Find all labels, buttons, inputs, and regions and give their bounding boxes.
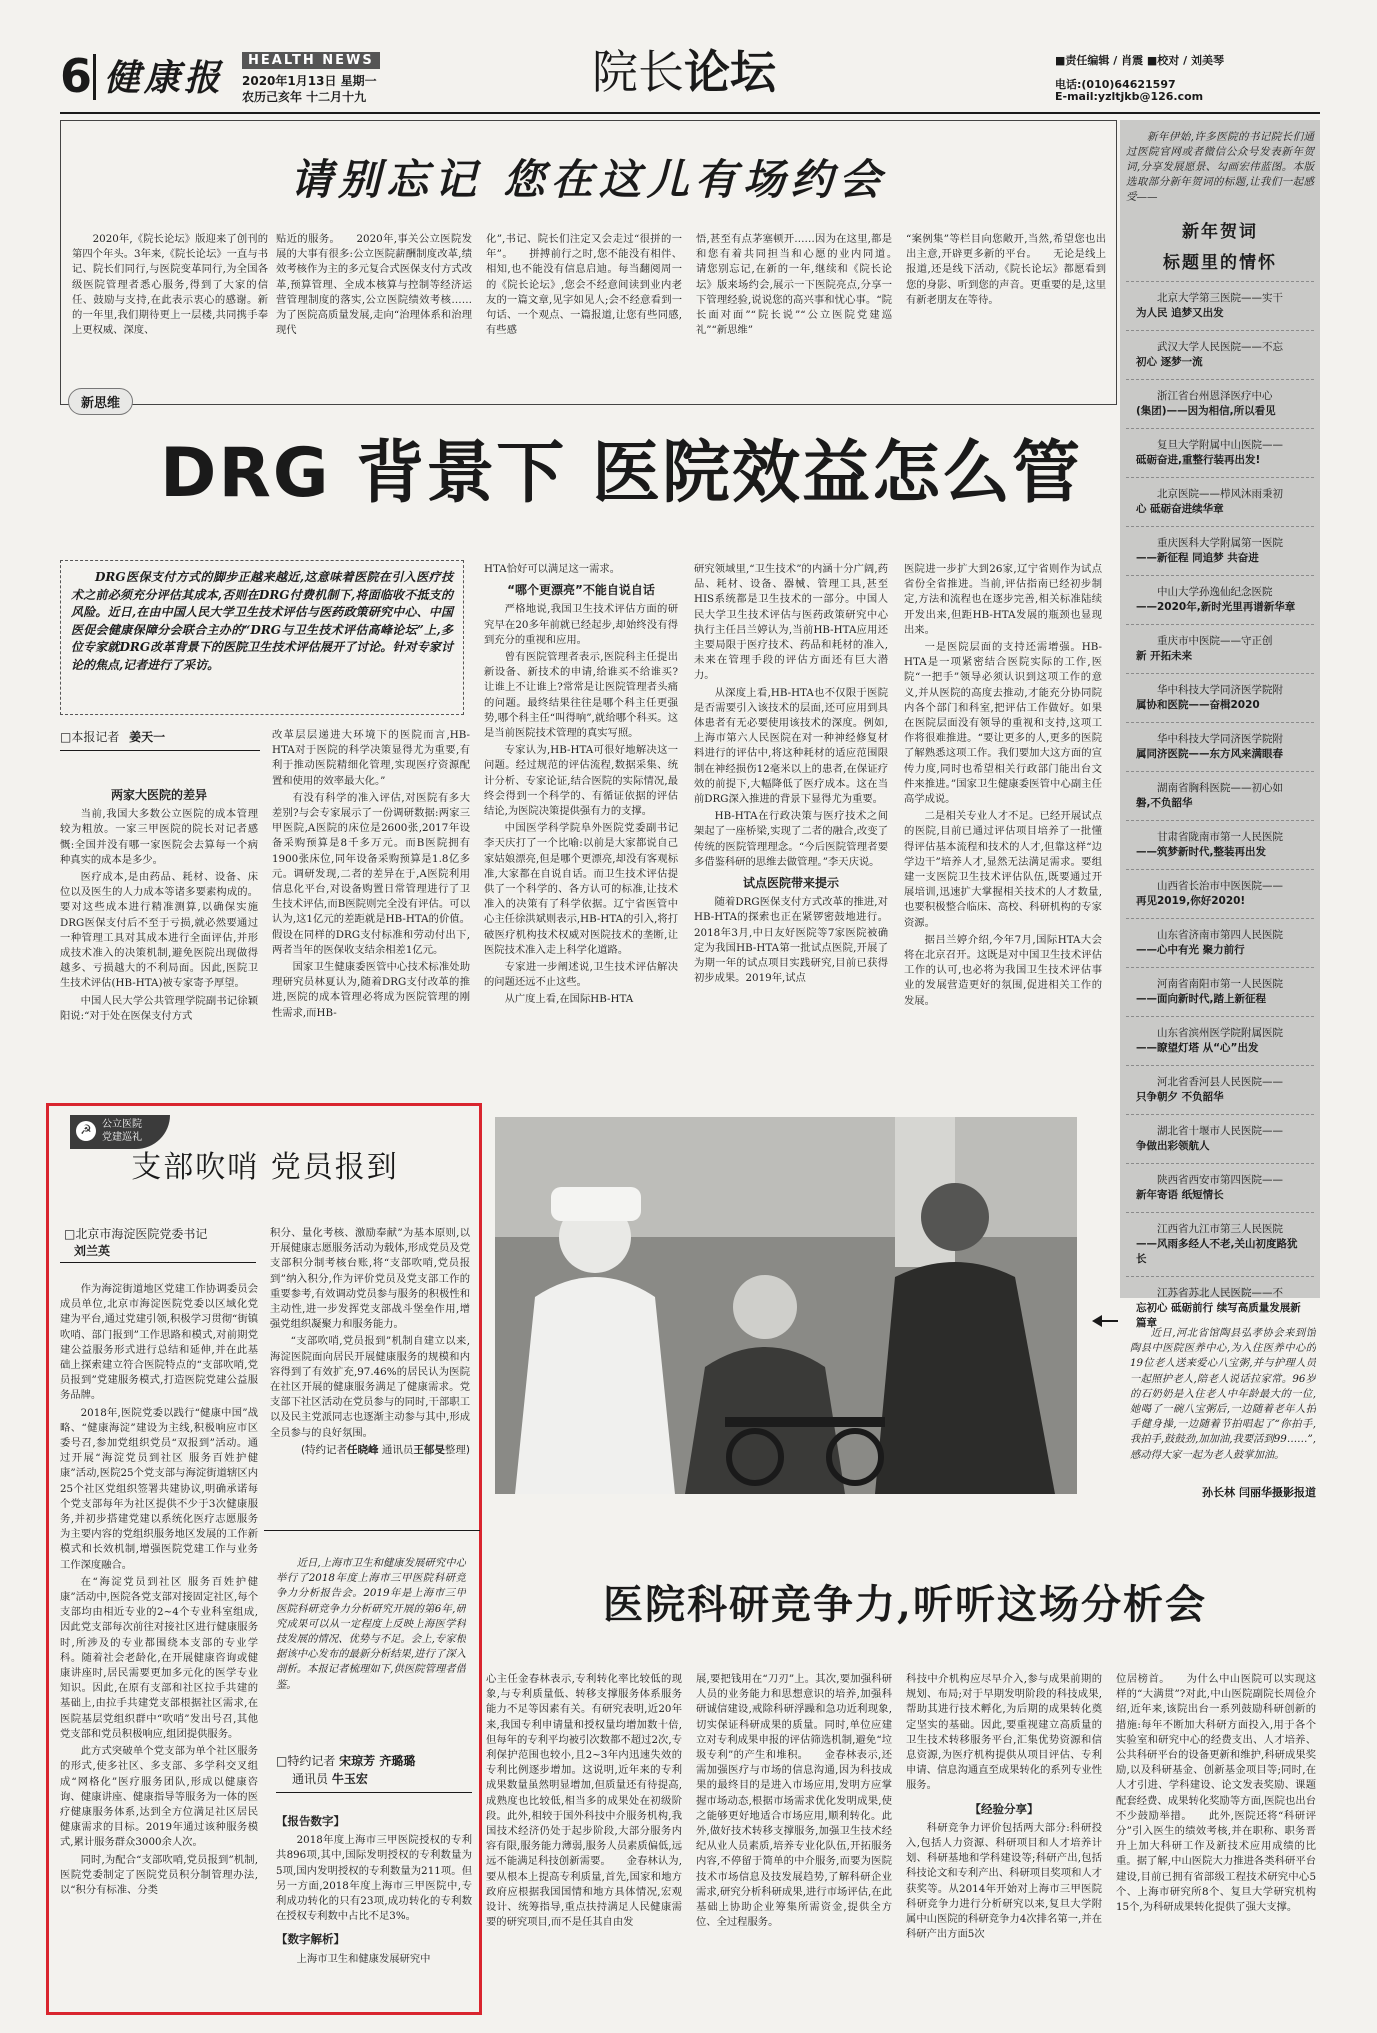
drg-col5-p1: 改革层层递进大环境下的医院而言,HB-HTA对于医院的科学决策显得尤为重要,有利于推动医院精细化管理,实现医疗资源配置和使用的效率最大化。” <box>272 729 470 787</box>
drg-reporter <box>60 728 165 745</box>
party-emblem-icon: ☭ <box>76 1121 96 1141</box>
email-line: E-mail:yzltjkb@126.com <box>1055 90 1204 103</box>
research-credit-line1 <box>276 1752 472 1770</box>
drg-col4-p4: 据吕兰婷介绍,今年7月,国际HTA大会将在北京召开。这既是对中国卫生技术评估工作的认可,也必将为我国卫生技术评估事业的发展营造更好的氛围,促进相关工作的发展。 <box>904 933 1102 1007</box>
sidebar-item-a: 重庆市中医院——守正创 <box>1157 635 1273 647</box>
drg-col-4 <box>904 562 1102 1074</box>
research-col3-text: 科技中介机构应尽早介入,参与成果前期的规划、布局;对于早期发明阶段的科技成果,帮助其进行技术孵化,为后期的成果转化奠定坚实的基础。因此,要重视建立高质量的卫生技术转移服务平台,汇集优势资源和信息资源,为医疗机构提供从项目评估、专利申请、信息沟通直至成果转化的系列专业性服务。 <box>906 1673 1102 1792</box>
party-logo-line2: 党建巡礼 <box>102 1132 142 1143</box>
sidebar-item-b: 心 砥砺奋进续华章 <box>1136 503 1224 515</box>
sidebar-item-a: 陕西省西安市第四医院—— <box>1157 1174 1283 1186</box>
drg-col1-p3: 中国人民大学公共管理学院副书记徐颖阳说:“对于处在医保支付方式 <box>60 994 258 1022</box>
sidebar-item-b: 属协和医院——奋楫2020 <box>1136 699 1260 711</box>
party-col1-p4: 此方式突破单个党支部为单个社区服务的形式,使多社区、多支部、多学科交叉组成“网格化”医疗服务团队,形成以健康咨询、健康讲座、健康指导等服务为一体的医疗健康服务体系,达到全方位满足社区居民健康需求的目标。2019年通过该种服务模式,累计服务群众3000余人次。 <box>60 1745 258 1849</box>
sidebar-item-b: 为人民 追梦又出发 <box>1136 307 1224 319</box>
sidebar-item <box>1126 919 1314 968</box>
sidebar-item-a: 复旦大学附属中山医院—— <box>1157 439 1283 451</box>
sidebar-item <box>1126 331 1314 380</box>
lead-col-3: 化”,书记、院长们注定又会走过“很拼的一年”。 拼搏前行之时,您不能没有相伴、相知,也不能没有信息启迪。每当翻阅周一的《院长论坛》,您会不经意间读到业内老友的一篇文章,见字如见人;会不经意看到一句话、一个观点、一篇报道,让您有些同感,有些感 <box>486 233 682 337</box>
sidebar-item <box>1126 380 1314 429</box>
sidebar-item <box>1126 821 1314 870</box>
english-banner: HEALTH NEWS <box>242 52 380 69</box>
drg-col3-p1: 研究领域里,“卫生技术”的内涵十分广阔,药品、耗材、设备、器械、管理工具,甚至HIS系统都是卫生技术的一部分。中国人民大学卫生技术评估与医药政策研究中心执行主任吕兰婷认为,当前HB-HTA应用还主要局限于医疗技术、药品和耗材的准入,未来在管理手段的评估方面还有巨大潜力。 <box>694 563 888 682</box>
section-title <box>592 44 776 100</box>
photo-caption: 近日,河北省馆陶县弘孝协会来到馆陶县中医院医养中心,为入住医养中心的19位老人送来爱心八宝粥,并与护理人员一起照护老人,陪老人说话拉家常。96岁的石奶奶是入住老人中年龄最大的一位,她喝了一碗八宝粥后,一边随着老年人拍手健身操,一边随着节拍唱起了“你拍手,我拍手,鼓鼓劲,加加油,我要活到99……”,感动得大家一起为老人鼓掌加油。 <box>1130 1327 1316 1461</box>
masthead-rule <box>60 112 1320 114</box>
news-photo <box>495 1117 1077 1494</box>
sidebar-item <box>1126 1066 1314 1115</box>
party-col-2 <box>270 1226 470 1516</box>
drg-col4-p1: 医院进一步扩大到26家,辽宁省则作为试点省份全省推进。当前,评估指南已经初步制定,方法和流程也在逐步完善,相关标准陆续开发出来,但距HB-HTA发展的瓶颈也显现出来。 <box>904 563 1102 636</box>
party-col1-p1: 作为海淀街道地区党建工作协调委员会成员单位,北京市海淀医院党委以区域化党建为平台,通过党建引领,积极学习贯彻“街镇吹哨、部门报到”工作思路和模式,对前期党建公益服务形式进行总结和延伸,并在此基础上探索建立符合医院特点的“支部吹哨,党员报到”党建服务模式,打造医院党建公益服务品牌。 <box>60 1283 258 1402</box>
photo-credit: 孙长林 闫丽华摄影报道 <box>1202 1486 1316 1499</box>
research-box <box>276 1806 472 2006</box>
sidebar-item-a: 华中科技大学同济医学院附 <box>1157 684 1283 696</box>
party-author-rule <box>60 1262 256 1263</box>
sidebar-item-a: 河南省南阳市第一人民医院 <box>1157 978 1283 990</box>
lunar-date: 农历己亥年 十二月十九 <box>242 90 367 104</box>
sidebar-item <box>1126 429 1314 478</box>
section-title-light: 院长 <box>592 45 684 99</box>
party-credit-end: 整理) <box>444 1443 470 1456</box>
sidebar-item <box>1126 1164 1314 1213</box>
drg-intro-box <box>60 560 464 715</box>
sidebar-item-a: 江西省九江市第三人民医院 <box>1157 1223 1283 1235</box>
sidebar-item-b: 新年寄语 纸短情长 <box>1136 1189 1224 1201</box>
party-col2-p1: 积分、量化考核、激励奉献”为基本原则,以开展健康志愿服务活动为载体,形成党员及党支部积分制考核台账,将“支部吹哨,党员报到”纳入积分,作为评价党员及党支部工作的重要参考,有效调动党员参与服务的积极性和主动性,进一步发挥党支部战斗堡垒作用,增强党组织凝聚力和服务能力。 <box>270 1227 470 1331</box>
party-credit-mid: 通讯员 <box>381 1443 414 1456</box>
page-number: 6 <box>60 49 93 103</box>
sidebar-item-a: 山西省长治市中医医院—— <box>1157 880 1283 892</box>
research-box1-text: 2018年度上海市三甲医院授权的专利共896项,其中,国际发明授权的专利数量为5项,国内发明授权的专利数量为211项。但另一方面,2018年度上海市三甲医院中,专利成功转化的只有23项,成功转化的专利数在授权专利数中占比不足3%。 <box>276 1834 472 1923</box>
sidebar-item-a: 河北省香河县人民医院—— <box>1157 1076 1283 1088</box>
sidebar-item-b: ——新征程 同追梦 共奋进 <box>1136 552 1259 564</box>
sidebar-item <box>1126 674 1314 723</box>
photo-illustration <box>495 1117 1077 1494</box>
research-col2-text: 展,要把钱用在“刀刃”上。其次,要加强科研人员的业务能力和思想意识的培养,加强科研诚信建设,戒除科研浮躁和急功近利现象,切实保证科研成果的质量。同时,单位应建立对专利成果申报的评估筛选机制,避免“垃圾专利”的产生和堆积。 金春林表示,还需加强医疗与市场的信息沟通,因为科技成果的最终目的是进入市场应用,发明方应掌握市场动态,根据市场需求优化发明成果,使之能够更好地适合市场应用,顺利转化。此外,做好技术转移支撑服务,加强卫生技术经纪从业人员素质,培养专业化队伍,开拓服务内容,不停留于简单的中介服务,而要为医院技术市场信息及技发展趋势,了解科研企业需求,研究分析科研成果,进行市场评估,在此基础上协助企业筹集所需资金,提供全方位、全过程服务。 <box>696 1673 892 1929</box>
research-box1-label: 【报告数字】 <box>276 1814 345 1828</box>
phone-line: 电话:(010)64621597 <box>1055 78 1176 91</box>
party-author <box>64 1226 207 1260</box>
drg-col2-p4: 中国医学科学院阜外医院党委副书记李天庆打了一个比喻:以前是大家都说自己家姑娘漂亮,但是哪个更漂亮,却没有客观标准,大家都在自说自话。而卫生技术评估提供了一个科学的、各方认可的标准,让技术准入的决策有了科学依据。辽宁省医管中心主任徐洪斌则表示,HB-HTA的引入,将打破医疗机构技术权威对医院技术的垄断,让医院技术准入走上科学化道路。 <box>484 822 678 956</box>
drg-col-2 <box>484 562 678 1074</box>
sidebar-item-a: 重庆医科大学附属第一医院 <box>1157 537 1283 549</box>
drg-col2-subhead: “哪个更漂亮”不能自说自话 <box>507 583 655 598</box>
research-credit-name3: 牛玉宏 <box>331 1772 368 1786</box>
sidebar-item-b: 属同济医院——东方风来满眼春 <box>1136 748 1283 760</box>
sidebar-item <box>1126 1115 1314 1164</box>
issue-date: 2020年1月13日 星期一 <box>242 74 377 88</box>
research-col-1 <box>486 1672 682 2012</box>
research-col-3 <box>906 1672 1102 2012</box>
research-credit-line2 <box>276 1770 472 1788</box>
research-credit-names: 宋琼芳 齐璐璐 <box>339 1754 416 1768</box>
sidebar-item-b: 新 开拓未来 <box>1136 650 1193 662</box>
research-intro: 近日,上海市卫生和健康发展研究中心举行了2018年度上海市三甲医院科研竞争力分析报告会。2019年是上海市三甲医院科研竞争力分析研究开展的第6年,研究成果可以从一定程度上反映上海医学科技发展的情况、优势与不足。会上,专家根据该中心发布的最新分析结果,进行了深入剖析。本报记者梳理如下,供医院管理者借鉴。 <box>276 1557 466 1691</box>
research-col1-text: 心主任金春林表示,专利转化率比较低的现象,与专利质量低、转移支撑服务体系服务能力不足等因素有关。有研究表明,近20年来,我国专利申请量和授权量均增加数十倍,但每年的专利平均被引次数都不超过2次,专利保护范围也较小,且2~3年内迅速失效的专利比例逐步增加。这说明,近年来的专利成果数量虽然明显增加,但质量还有待提高,成熟度也比较低,相当多的成果处在初级阶段。此外,相较于国外科技中介服务机构,我国技术经济仍处于起步阶段,大部分服务内容有限,服务能力薄弱,服务人员素质偏低,远远不能满足科技创新需要。 金春林认为,要从根本上提高专利质量,首先,国家和地方政府应根据我国国情和地方具体情况,宏观设计、统筹指导,重点扶持满足人民健康需要的研究项目,而不是任其自由发 <box>486 1673 682 1929</box>
sidebar-item-b: 争做出彩领航人 <box>1136 1140 1210 1152</box>
sidebar-item <box>1126 527 1314 576</box>
sidebar-item <box>1126 478 1314 527</box>
drg-col1-subhead: 两家大医院的差异 <box>110 788 207 802</box>
research-col3-b: 科研竞争力评价包括两大部分:科研投入,包括人力资源、科研项目和人才培养计划、科研基地和学科建设等;科研产出,包括科技论文和专利产出、科研项目奖项和人才获奖等。从2014年开始对上海市三甲医院科研竞争力进行分析研究以来,复旦大学附属中山医院的科研竞争力4次排名第一,并在科研产出方面5次 <box>906 1821 1102 1941</box>
party-credit-name1: 任晓峰 <box>347 1443 379 1456</box>
research-col3-label: 【经验分享】 <box>969 1801 1039 1816</box>
sidebar-item-a: 武汉大学人民医院——不忘 <box>1157 341 1283 353</box>
sidebar-item-b: 再见2019,你好2020! <box>1136 895 1246 907</box>
section-title-bold: 论坛 <box>684 45 776 99</box>
lead-col-5: “案例集”等栏目向您敞开,当然,希望您也出出主意,开辟更多新的平台。 无论是线上报道,还是线下活动,《院长论坛》都愿看到您的身影、听到您的声音。更重要的是,这里有新老朋友在等待。 <box>906 233 1106 306</box>
research-box2-text: 上海市卫生和健康发展研究中 <box>296 1952 431 1965</box>
drg-col2-p3: 专家认为,HB-HTA可很好地解决这一问题。经过规范的评估流程,数据采集、统计分析、专家论证,结合医院的实际情况,最终会得到一个科学的、有循证依据的评估结论,为医院决策提供强有力的支撑。 <box>484 744 678 818</box>
drg-tag: 新思维 <box>68 388 133 415</box>
party-col1-p5: 同时,为配合“支部吹哨,党员报到”机制,医院党委制定了医院党员积分制管理办法,以“积分有标准、分类 <box>60 1853 258 1896</box>
sidebar-item <box>1126 282 1314 331</box>
research-credit <box>276 1752 472 1788</box>
research-credit-rule <box>276 1792 472 1793</box>
sidebar-item-b: ——筑梦新时代,整装再出发 <box>1136 846 1266 858</box>
lead-col-4: 悟,甚至有点茅塞顿开……因为在这里,都是和您有着共同担当和心愿的业内同道。 请您别忘记,在新的一年,继续和《院长论坛》版来场约会,展示一下医院亮点,分享一下管理经验,说说您的高兴事和忧心事。“院长面对面”“院长说”“公立医院党建巡礼”“新思维” <box>696 233 892 337</box>
party-col2-p2: “支部吹哨,党员报到”机制自建立以来,海淀医院面向居民开展健康服务的规模和内容得到了有效扩充,97.46%的居民认为医院在社区开展的健康服务满足了健康需求。党支部下社区活动在党员参与的同时,干部职工以及民主党派同志也逐渐主动参与其中,形成全员参与的良好氛围。 <box>270 1335 470 1439</box>
sidebar-item-b: ——心中有光 聚力前行 <box>1136 944 1245 956</box>
drg-col2-p5: 专家进一步阐述说,卫生技术评估解决的问题还远不止这些。 <box>484 961 678 989</box>
drg-col-5 <box>272 728 470 1073</box>
lead-col-1: 2020年,《院长论坛》版迎来了创刊的第四个年头。3年来,《院长论坛》一直与书记、院长们同行,与医院变革同行,为全国各级医院管理者悉心服务,得到了大家的信任、鼓励与支持,在此表示衷心的感谢。新的一年里,我们期待更上一层楼,共同携手奉上更权威、深度、 <box>72 233 268 337</box>
sidebar-item-a: 北京大学第三医院——实干 <box>1157 292 1283 304</box>
drg-col2-top: HTA恰好可以满足这一需求。 <box>484 563 620 575</box>
drg-col3-subhead: 试点医院带来提示 <box>742 876 839 891</box>
drg-intro: DRG医保支付方式的脚步正越来越近,这意味着医院在引入医疗技术之前必须充分评估其成本,否则在DRG付费机制下,将面临收不抵支的风险。近日,在由中国人民大学卫生技术评估与医药政策研究中心、中国医促会健康保障分会联合主办的“DRG与卫生技术评估高峰论坛”上,多位专家就DRG改革背景下的医院卫生技术评估展开了讨论。针对专家讨论的焦点,记者进行了采访。 <box>71 570 453 672</box>
sidebar-item-b: ——面向新时代,踏上新征程 <box>1136 993 1266 1005</box>
sidebar-item-a: 华中科技大学同济医学院附 <box>1157 733 1283 745</box>
sidebar-item-b: 只争朝夕 不负韶华 <box>1136 1091 1224 1103</box>
sidebar-item <box>1126 1213 1314 1277</box>
sidebar-item-a: 湖南省胸科医院——初心如 <box>1157 782 1283 794</box>
drg-col2-p2: 曾有医院管理者表示,医院科主任提出新设备、新技术的申请,给谁买不给谁买?让谁上不让谁上?常常是让医院管理者头痛的问题。最终结果往往是哪个科主任更强势,哪个科主任“叫得响”,就给哪个科买。这是当前医院技术管理的真实写照。 <box>484 651 678 740</box>
sidebar-item <box>1126 723 1314 772</box>
drg-col3-p3: HB-HTA在行政决策与医疗技术之间架起了一座桥梁,实现了二者的融合,改变了传统的医院管理理念。“今后医院管理者要多借鉴科研的思维去做管理。”李天庆说。 <box>694 810 888 868</box>
drg-col2-p1: 严格地说,我国卫生技术评估方面的研究早在20多年前就已经起步,却始终没有得到充分的重视和应用。 <box>484 603 678 646</box>
lead-col-2: 贴近的服务。 2020年,事关公立医院发展的大事有很多:公立医院薪酬制度改革,绩效考核作为主的多元复合式医保支付方式改革,预算管理、全成本核算与控制等经济运营管理制度的落实,公立医院绩效考核……为了医院高质量发展,走向“治理体系和治理现代 <box>276 233 472 337</box>
party-author-label: □北京市海淀医院党委书记 <box>64 1227 208 1241</box>
sidebar-item-b: ——瞭望灯塔 从“心”出发 <box>1136 1042 1259 1054</box>
sidebar-item-b: 忘初心 砥砺前行 续写高质量发展新篇章 <box>1136 1302 1301 1329</box>
party-col-1 <box>60 1282 258 2005</box>
drg-title: DRG 背景下 医院效益怎么管 <box>160 434 1082 513</box>
sidebar-item-b: (集团)——因为相信,所以看见 <box>1136 405 1276 417</box>
sidebar-item <box>1126 968 1314 1017</box>
sidebar-list <box>1126 281 1314 1340</box>
sidebar-item-a: 甘肃省陇南市第一人民医院 <box>1157 831 1283 843</box>
sidebar-item <box>1126 870 1314 919</box>
sidebar-intro: 新年伊始,许多医院的书记院长们通过医院官网或者微信公众号发表新年贺词,分享发展愿景、勾画宏伟蓝图。本版选取部分新年贺词的标题,让我们一起感受—— <box>1126 131 1314 203</box>
drg-col-3 <box>694 562 888 1074</box>
sidebar-item <box>1126 576 1314 625</box>
drg-col2-p6: 从广度上看,在国际HB-HTA <box>504 993 634 1006</box>
research-title: 医院科研竞争力,听听这场分析会 <box>603 1581 1207 1628</box>
sidebar-item-a: 湖北省十堰市人民医院—— <box>1157 1125 1283 1137</box>
party-title: 支部吹哨 党员报到 <box>131 1150 399 1185</box>
sidebar-item <box>1126 772 1314 821</box>
sidebar-item-a: 江苏省苏北人民医院——不 <box>1157 1287 1283 1299</box>
research-credit-label2: 通讯员 <box>292 1772 329 1786</box>
drg-reporter-name: 姜天一 <box>129 730 166 744</box>
party-credit <box>270 1443 470 1458</box>
party-col-divider <box>264 1530 480 1531</box>
sidebar-item-b: 磐,不负韶华 <box>1136 797 1193 809</box>
drg-col1-p2: 医疗成本,是由药品、耗材、设备、床位以及医生的人力成本等诸多要素构成的。要对这些成本进行精准测算,以确保实施DRG医保支付后不至于亏损,就必然要通过一种管理工具对其成本进行全面评估,并形成技术准入的决策机制,避免医院出现做得越多、亏损越大的不利局面。因此,医院卫生技术评估(HB-HTA)被专家寄予厚望。 <box>60 871 258 990</box>
research-col-2 <box>696 1672 892 2012</box>
drg-col3-p4: 随着DRG医保支付方式改革的推进,对HB-HTA的探索也正在紧锣密鼓地进行。2018年3月,中日友好医院等7家医院被确定为我国HB-HTA第一批试点医院,开展了为期一年的试点项目实践研究,目前已获得初步成果。2019年,试点 <box>694 896 888 985</box>
party-col1-p3: 在“海淀党员到社区 服务百姓护健康”活动中,医院各党支部对接固定社区,每个支部均由相近专业的2~4个专业科室组成,因此党支部每次前往对接社区进行健康服务时,所涉及的专业都围绕本支部的专业学科。随着社会老龄化,在开展健康咨询或健康讲座时,居民需要更加多元化的医学专业知识。因此,在原有支部和社区拉手共建的基础上,由拉手共建党支部根据社区需求,在医院基层党组织群中“吹哨”发出号召,其他党支部和党员积极响应,组团提供服务。 <box>60 1575 258 1740</box>
party-author-name: 刘兰英 <box>74 1244 111 1258</box>
drg-col4-p2: 一是医院层面的支持还需增强。HB-HTA是一项紧密结合医院实际的工作,医院“一把手”领导必须认识到这项工作的意义,并从医院的高度去推动,才能充分协同院内各个部门和科室,把评估工作做好。如果在医院层面没有领导的重视和支持,这项工作将很难推进。“要让更多的人,更多的医院了解熟悉这项工作。我们要加大这方面的宣传力度,同时也希望相关行政部门能出台文件来推进。”国家卫生健康委医管中心副主任高学成说。 <box>904 641 1102 806</box>
research-col-4 <box>1116 1672 1316 2012</box>
research-col4-text: 位居榜首。 为什么中山医院可以实现这样的“大满贯”?对此,中山医院副院长周俭介绍,近年来,该院出台一系列鼓励科研创新的措施:每年不断加大科研方面投入,用于各个实验室和研究中心的经费支出、人才培养、公共科研平台的设备更新和维护,科研成果奖励,以及科研基金、创新基金项目等;同时,在人才引进、学科建设、论文发表奖励、课题配套经费、成果转化奖励等方面,医院也出台不少鼓励举措。 此外,医院还将“科研评分”引入医生的绩效考核,并在职称、职务晋升上加大科研工作及新技术应用成绩的比重。据了解,中山医院大力推进各类科研平台建设,目前已拥有省部级工程技术研究中心5个、上海市研究所8个、复旦大学研究机构15个,为科研成果转化提供了强大支撑。 <box>1116 1673 1316 1914</box>
research-box2-label: 【数字解析】 <box>276 1932 345 1947</box>
sidebar-title-line2: 标题里的情怀 <box>1163 253 1277 273</box>
drg-col5-p2: 有没有科学的准入评估,对医院有多大差别?与会专家展示了一份调研数据:两家三甲医院,A医院的床位是2600张,2017年设备采购预算是8千多万元。而B医院拥有1900张床位,同年设备采购预算是1.8亿多元。调研发现,二者的差异在于,A医院利用信息化平台,对设备购置日常管理进行了卫生技术评估,而B医院则完全没有评估。可以认为,这1亿元的差距就是HB-HTA的价值。假设在同样的DRG支付标准和劳动付出下,两者当年的医保收支结余相差1亿元。 <box>272 791 470 956</box>
party-credit-label: (特约记者 <box>300 1443 348 1456</box>
drg-col3-p2: 从深度上看,HB-HTA也不仅限于医院是否需要引入该技术的层面,还可应用到具体患者有无必要使用该技术的深度。例如,上海市第六人民医院在对一种神经修复材料进行的评估中,将这种耗材的适应范围限制在神经损伤12毫米以上的患者,在保证疗效的前提下,大幅降低了医疗成本。这在当前DRG深入推进的背景下显得尤为重要。 <box>694 686 888 806</box>
photo-arrow-head-icon <box>1092 1315 1102 1327</box>
editors-line: ■责任编辑 / 肖震 ■校对 / 刘美琴 <box>1055 54 1224 67</box>
party-col1-p2: 2018年,医院党委以践行“健康中国”战略、“健康海淀”建设为主线,积极响应市区委号召,参加党组织党员“双报到”活动。通过开展“海淀党员到社区 服务百姓护健康”活动,医院25个党支部与海淀街道辖区内25个社区党组织签署共建协议,明确承诺每个党支部每年为社区提供不少于3次健康服务,并初步搭建党建以系统化医疗志愿服务为主要内容的党组织服务地区发展的工作新模式和长效机制,增强医院党建工作与业务工作深度融合。 <box>60 1406 258 1571</box>
sidebar-item-b: 初心 逐梦一流 <box>1136 356 1203 368</box>
sidebar-item-b: ——风雨多经人不老,关山初度路犹长 <box>1136 1238 1298 1265</box>
sidebar-item <box>1126 1017 1314 1066</box>
sidebar-title-line1: 新年贺词 <box>1182 222 1258 242</box>
sidebar-item-b: 砥砺奋进,重整行装再出发! <box>1136 454 1261 466</box>
drg-col4-p3: 二是相关专业人才不足。已经开展试点的医院,目前已通过评估项目培养了一批懂得评估基本流程和技术的人才,但靠这样“边学边干”培养人才,显然无法满足需求。要组建一支医院卫生技术评估队伍,既要通过开展培训,迅速扩大掌握相关技术的人才数量,也要积极整合临床、高校、科研机构的专家资源。 <box>904 810 1102 929</box>
page-number-divider <box>93 54 96 100</box>
sidebar <box>1120 120 1320 1329</box>
drg-reporter-rule <box>60 750 260 751</box>
sidebar-item <box>1126 625 1314 674</box>
sidebar-item-a: 北京医院——栉风沐雨秉初 <box>1157 488 1283 500</box>
paper-name: 健康报 <box>104 57 225 99</box>
masthead <box>60 45 1320 110</box>
sidebar-item-a: 山东省滨州医学院附属医院 <box>1157 1027 1283 1039</box>
sidebar-item-b: ——2020年,新时光里再谱新华章 <box>1136 601 1296 613</box>
research-credit-label: □特约记者 <box>276 1754 336 1768</box>
lead-article-title: 请别忘记 您在这儿有场约会 <box>290 155 887 204</box>
drg-reporter-label: □本报记者 <box>60 730 120 744</box>
drg-col5-p3: 国家卫生健康委医管中心技术标准处助理研究员林夏认为,随着DRG支付改革的推进,医院的成本管理必将成为医院管理的刚性需求,而HB- <box>272 961 470 1019</box>
sidebar-item-a: 浙江省台州恩泽医疗中心 <box>1157 390 1273 402</box>
party-logo-line1: 公立医院 <box>102 1119 142 1130</box>
party-credit-name2: 王郁旻 <box>413 1443 445 1456</box>
sidebar-item-a: 山东省济南市第四人民医院 <box>1157 929 1283 941</box>
drg-col1-p1: 当前,我国大多数公立医院的成本管理较为粗放。一家三甲医院的院长对记者感慨:全国并没有哪一家医院会去算每一个病种真实的成本是多少。 <box>60 808 258 866</box>
drg-col-1 <box>60 782 258 1072</box>
sidebar-item-a: 中山大学孙逸仙纪念医院 <box>1157 586 1273 598</box>
